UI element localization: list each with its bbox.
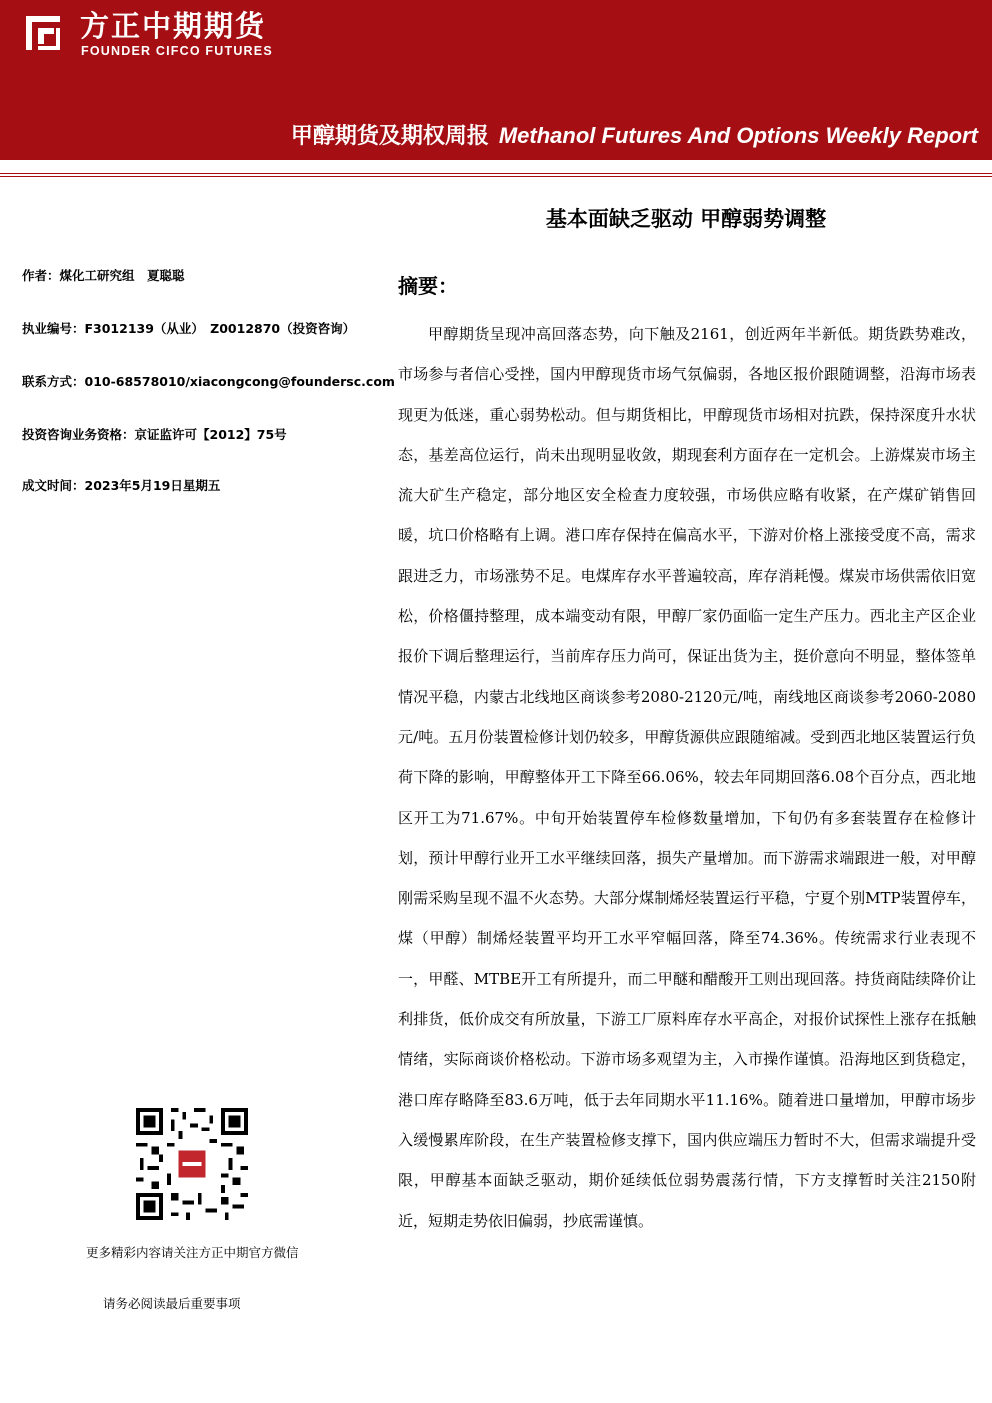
header-divider [0,173,992,174]
qr-caption: 更多精彩内容请关注方正中期官方微信 [86,1245,299,1260]
author-line: 作者：煤化工研究组 夏聪聪 [22,268,185,283]
report-title-en: Methanol Futures And Options Weekly Report [498,123,978,148]
disclaimer-notice: 请务必阅读最后重要事项 [103,1296,241,1311]
brand-name-en: FOUNDER CIFCO FUTURES [81,44,273,58]
license-line: 执业编号：F3012139（从业） Z0012870（投资咨询） [22,321,356,336]
brand-name-cn: 方正中期期货 [80,9,267,43]
report-title-cn: 甲醇期货及期权周报 [290,124,489,149]
header-banner [0,0,992,160]
summary-body: 甲醇期货呈现冲高回落态势，向下触及2161，创近两年半新低。期货跌势难改，市场参与者信心受挫，国内甲醇现货市场气氛偏弱，各地区报价跟随调整，沿海市场表现更为低迷，重心弱势松动。但与期货相比，甲醇现货市场相对抗跌，保持深度升水状态，基差高位运行，尚未出现明显收敛，期现套利方面存在一定机会。上游煤炭市场主流大矿生产稳定，部分地区安全检查力度较强，市场供应略有收紧，在产煤矿销售回暖，坑口价格略有上调。港口库存保持在偏高水平，下游对价格上涨接受度不高，需求跟进乏力，市场涨势不足。电煤库存水平普遍较高，库存消耗慢。煤炭市场供需依旧宽松，价格僵持整理，成本端变动有限，甲醇厂家仍面临一定生产压力。西北主产区企业报价下调后整理运行，当前库存压力尚可，保证出货为主，挺价意向不明显，整体签单情况平稳，内蒙古北线地区商谈参考2080-2120元/吨，南线地区商谈参考2060-2080元/吨。五月份装置检修计划仍较多，甲醇货源供应跟随缩减。受到西北地区装置运行负荷下降的影响，甲醇整体开工下降至66.06%，较去年同期回落6.08个百分点，西北地区开工为71.67%。中旬开始装置停车检修数量增加，下旬仍有多套装置存在检修计划，预计甲醇行业开工水平继续回落，损失产量增加。而下游需求端跟进一般，对甲醇刚需采购呈现不温不火态势。大部分煤制烯烃装置运行平稳，宁夏个别MTP装置停车，煤（甲醇）制烯烃装置平均开工水平窄幅回落，降至74.36%。传统需求行业表现不一，甲醛、MTBE开工有所提升，而二甲醚和醋酸开工则出现回落。持货商陆续降价让利排货，低价成交有所放量，下游工厂原料库存水平高企，对报价试探性上涨存在抵触情绪，实际商谈价格松动。下游市场多观望为主，入市操作谨慎。沿海地区到货稳定，港口库存略降至83.6万吨，低于去年同期水平11.16%。随着进口量增加，甲醇市场步入缓慢累库阶段，在生产装置检修支撑下，国内供应端压力暂时不大，但需求端提升受限，甲醇基本面缺乏驱动，期价延续低位弱势震荡行情，下方支撑暂时关注2150附近，短期走势依旧偏弱，抄底需谨慎。 [398,325,976,1230]
founder-logo-icon [18,8,68,58]
header-divider-thin [0,176,992,177]
wechat-qr-code-icon[interactable] [136,1108,248,1220]
contact-line: 联系方式：010-68578010/xiacongcong@foundersc.com [22,374,395,389]
report-title [291,119,978,150]
date-line: 成文时间：2023年5月19日星期五 [22,478,221,493]
page-title: 基本面缺乏驱动 甲醇弱势调整 [545,207,827,231]
summary-heading: 摘要： [398,274,458,298]
qualification-line: 投资咨询业务资格：京证监许可【2012】75号 [22,427,287,442]
